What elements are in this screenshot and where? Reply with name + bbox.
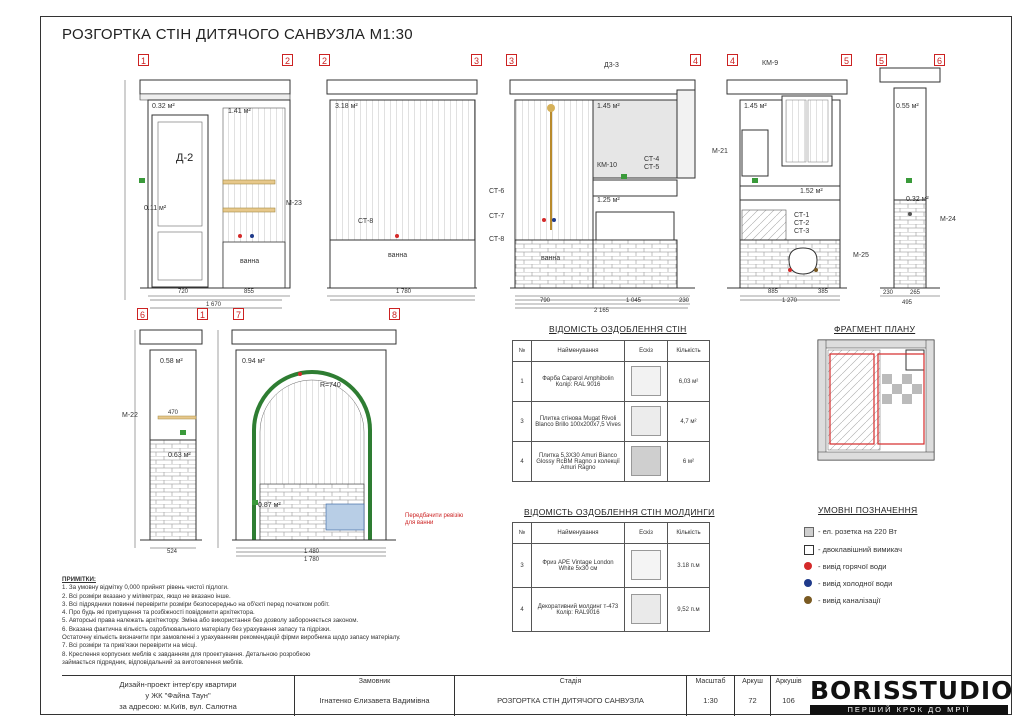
note-line: Остаточну кількість визначити при замовленні з урахуванням рекомендацій фірми виробника щодо запасу матеріалу.	[62, 634, 401, 642]
sheets-value: 106	[782, 696, 795, 705]
studio-logo	[806, 676, 1012, 715]
stage-value: РОЗГОРТКА СТІН ДИТЯЧОГО САНВУЗЛА	[497, 696, 644, 705]
project-line: Дизайн-проект інтер'єру квартири	[119, 680, 237, 689]
item-label: СТ-2	[794, 220, 810, 227]
dimension-label: 1 480	[304, 549, 320, 555]
customer-value: Ігнатенко Єлизавета Вадимівна	[319, 696, 430, 705]
legend-title: УМОВНІ ПОЗНАЧЕННЯ	[818, 505, 918, 515]
row-number: 4	[513, 588, 532, 632]
elevation-tag: 6	[137, 308, 148, 320]
column-header: №	[513, 523, 532, 544]
revision-note: Передбачити ревізію для ванни	[405, 513, 464, 526]
material-qty: 3.18 п.м	[668, 544, 710, 588]
item-label: СТ-5	[644, 164, 660, 171]
hot-water-icon	[804, 562, 812, 570]
item-label: М-22	[122, 412, 138, 419]
dimension-label: 2 165	[594, 308, 610, 314]
legend-item	[818, 545, 902, 554]
notes-block	[62, 576, 482, 667]
notes-heading: ПРИМІТКИ:	[62, 576, 96, 583]
area-label: 0.32 м²	[906, 196, 929, 203]
column-header: №	[513, 341, 532, 362]
item-label: М-21	[712, 148, 728, 155]
wall-finish-title: ВІДОМІСТЬ ОЗДОБЛЕННЯ СТІН	[549, 324, 687, 334]
dimension-label: 1 045	[626, 298, 642, 304]
material-name: Плитка 5,3Х30 Amuri Bianco Glossy RcBM Ragno з колекції Amuri Ragno	[532, 442, 625, 482]
column-header: Ескіз	[625, 523, 668, 544]
item-label: СТ-1	[794, 212, 810, 219]
project-info	[62, 679, 294, 712]
table-row	[513, 588, 710, 632]
molding-finish-table	[512, 522, 710, 632]
item-label: Д3-3	[604, 62, 619, 69]
row-number: 3	[513, 402, 532, 442]
project-line: за адресою: м.Київ, вул. Салютна	[119, 702, 237, 711]
area-label: 0.94 м²	[242, 358, 265, 365]
material-qty: 4,7 м²	[668, 402, 710, 442]
note-line: 3. Всі підрядники повинні перевірити розміри безпосередньо на об'єкті перед початком робіт.	[62, 600, 330, 608]
elevation-tag: 3	[506, 54, 517, 66]
item-label: КМ-9	[762, 60, 779, 67]
elevation-3-4	[510, 80, 695, 308]
legend-label: - вивід холодної води	[818, 579, 893, 588]
material-qty: 9,52 п.м	[668, 588, 710, 632]
scale-label: Масштаб	[695, 678, 726, 685]
elevation-tag: 4	[690, 54, 701, 66]
tub-label: ванна	[240, 258, 260, 265]
plan-fragment-drawing	[810, 334, 942, 466]
material-swatch	[625, 362, 668, 402]
legend-label: - ел. розетка на 220 Вт	[818, 527, 897, 536]
material-qty: 6,03 м²	[668, 362, 710, 402]
sheets-label: Аркушів	[775, 678, 802, 685]
area-label: 1.25 м²	[597, 197, 620, 204]
elevation-tag: 3	[471, 54, 482, 66]
door-label: Д-2	[176, 152, 194, 164]
item-label: М-25	[853, 252, 869, 259]
table-row	[513, 442, 710, 482]
elevation-tag: 2	[282, 54, 293, 66]
dimension-label: 1 780	[304, 557, 320, 563]
note-line: займається підрядник, відповідальний за виготовлення меблів.	[62, 658, 244, 666]
dimension-label: 385	[818, 289, 829, 295]
material-name: Декоративний молдинг т-473 Колір: RAL9016	[532, 588, 625, 632]
legend-item	[818, 579, 892, 588]
dimension-label: 265	[910, 290, 921, 296]
note-line: 4. Про будь які припущення та розбіжності повідомити архітектора.	[62, 609, 255, 617]
tub-label: ванна	[541, 255, 561, 262]
sheets-cell	[770, 676, 806, 716]
column-header: Кількість	[668, 341, 710, 362]
area-label: 0.32 м²	[152, 103, 175, 110]
stage-label: Стадія	[559, 678, 582, 685]
material-swatch	[625, 588, 668, 632]
row-number: 1	[513, 362, 532, 402]
molding-finish-title: ВІДОМІСТЬ ОЗДОБЛЕННЯ СТІН МОЛДИНГИ	[524, 507, 715, 517]
area-label: 1.45 м²	[744, 103, 767, 110]
dimension-label: 855	[244, 289, 255, 295]
elevation-tag: 7	[233, 308, 244, 320]
legend-label: - вивід каналізації	[818, 596, 881, 605]
column-header: Ескіз	[625, 341, 668, 362]
table-row	[513, 362, 710, 402]
dimension-label: 790	[540, 298, 551, 304]
elevation-tag: 5	[841, 54, 852, 66]
row-number: 4	[513, 442, 532, 482]
sheet-label: Аркуш	[742, 678, 763, 685]
item-label: СТ-6	[489, 188, 505, 195]
table-header-row	[513, 341, 710, 362]
area-label: 0.55 м²	[896, 103, 919, 110]
note-line: 5. Авторські права належать архітектору. Зміна або використання без дозволу забороняється законом.	[62, 617, 359, 625]
logo-name: BORISSTUDIO	[810, 676, 1014, 705]
dimension-label: 1 780	[396, 289, 412, 295]
dimension-label: 524	[167, 549, 178, 555]
note-line: 1. За умовну відмітку 0,000 прийнят рівень чистої підлоги.	[62, 584, 229, 592]
note-line: 7. Всі розміри та прив'язки перевірити на місці.	[62, 642, 197, 650]
note-line: 8. Креслення корпусних меблів є завданням для проектування. Детальною розробкою	[62, 650, 311, 658]
cold-water-icon	[804, 579, 812, 587]
tub-label: ванна	[388, 252, 408, 259]
dimension-label: 720	[178, 289, 189, 295]
project-line: у ЖК "Файна Таун"	[145, 691, 211, 700]
area-label: 0.63 м²	[168, 452, 191, 459]
material-swatch	[625, 442, 668, 482]
stage-cell	[454, 676, 686, 716]
area-label: 0.58 м²	[160, 358, 183, 365]
scale-value: 1:30	[703, 696, 718, 705]
elevation-5-6	[880, 68, 940, 288]
sewer-icon	[804, 596, 812, 604]
legend-item	[818, 596, 881, 605]
material-swatch	[625, 402, 668, 442]
dimension-label: 1 270	[782, 298, 798, 304]
customer-label: Замовник	[358, 678, 391, 685]
legend-item	[818, 562, 886, 571]
dimension-label: 230	[883, 290, 894, 296]
elevation-4-5	[727, 80, 847, 300]
logo-slogan: ПЕРШИЙ КРОК ДО МРІЇ	[810, 705, 1008, 715]
item-label: СТ-3	[794, 228, 810, 235]
material-name: Фарба Caparol Amphibolin Колір: RAL 9016	[532, 362, 625, 402]
legend-label: - двоклавішний вимикач	[818, 545, 903, 554]
row-number: 3	[513, 544, 532, 588]
item-label: СТ-4	[644, 156, 660, 163]
dimension-label: 885	[768, 289, 779, 295]
note-line: 2. Всі розміри вказано у міліметрах, якщо не вказано інше.	[62, 592, 231, 600]
elevation-tag: 8	[389, 308, 400, 320]
table-row	[513, 544, 710, 588]
elevation-tag: 1	[197, 308, 208, 320]
legend-item	[818, 527, 897, 536]
material-name: Фриз APE Vintage London White 5х30 см	[532, 544, 625, 588]
elevation-tag: 5	[876, 54, 887, 66]
dimension-label: 1 670	[206, 302, 222, 308]
plan-fragment-title: ФРАГМЕНТ ПЛАНУ	[834, 324, 916, 334]
table-row	[513, 402, 710, 442]
material-qty: 6 м²	[668, 442, 710, 482]
item-label: СТ-8	[489, 236, 505, 243]
area-label: 1.41 м²	[228, 108, 251, 115]
dimension-label: 470	[168, 410, 179, 416]
area-label: 1.52 м²	[800, 188, 823, 195]
item-label: М-23	[286, 200, 302, 207]
socket-icon	[804, 527, 814, 537]
customer-cell	[294, 676, 454, 716]
elevation-1-2	[139, 80, 290, 308]
note-line: 6. Вказана фактична кількість оздоблювального матеріалу без урахування запасу та підрізки.	[62, 625, 331, 633]
sheet-cell	[734, 676, 770, 716]
material-swatch	[625, 544, 668, 588]
switch-icon	[804, 545, 814, 555]
scale-cell	[686, 676, 734, 716]
material-name: Плитка стінова Mugat Rivoli Blanco Brillo 100x200x7,5 Vives	[532, 402, 625, 442]
elevation-tag: 2	[319, 54, 330, 66]
elevation-tag: 1	[138, 54, 149, 66]
dimension-label: 230	[679, 298, 690, 304]
elevation-tag: 4	[727, 54, 738, 66]
item-label: СТ-7	[489, 213, 505, 220]
sheet-value: 72	[748, 696, 757, 705]
area-label: 3.18 м²	[335, 103, 358, 110]
column-header: Найменування	[532, 341, 625, 362]
column-header: Найменування	[532, 523, 625, 544]
area-label: 1.45 м²	[597, 103, 620, 110]
radius-label: R=740	[320, 382, 341, 389]
area-label: 0.87 м²	[258, 502, 281, 509]
wall-finish-table	[512, 340, 710, 482]
dimension-label: 495	[902, 300, 913, 306]
item-label: М-24	[940, 216, 956, 223]
legend-label: - вивід горячої води	[818, 562, 887, 571]
sheet-title: РОЗГОРТКА СТІН ДИТЯЧОГО САНВУЗЛА М1:30	[62, 26, 413, 43]
column-header: Кількість	[668, 523, 710, 544]
area-label: 0.11 м²	[144, 205, 167, 212]
item-label: СТ-8	[358, 218, 374, 225]
elevation-2-3	[327, 80, 477, 300]
item-label: КМ-10	[597, 162, 618, 169]
elevation-tag: 6	[934, 54, 945, 66]
table-header-row	[513, 523, 710, 544]
